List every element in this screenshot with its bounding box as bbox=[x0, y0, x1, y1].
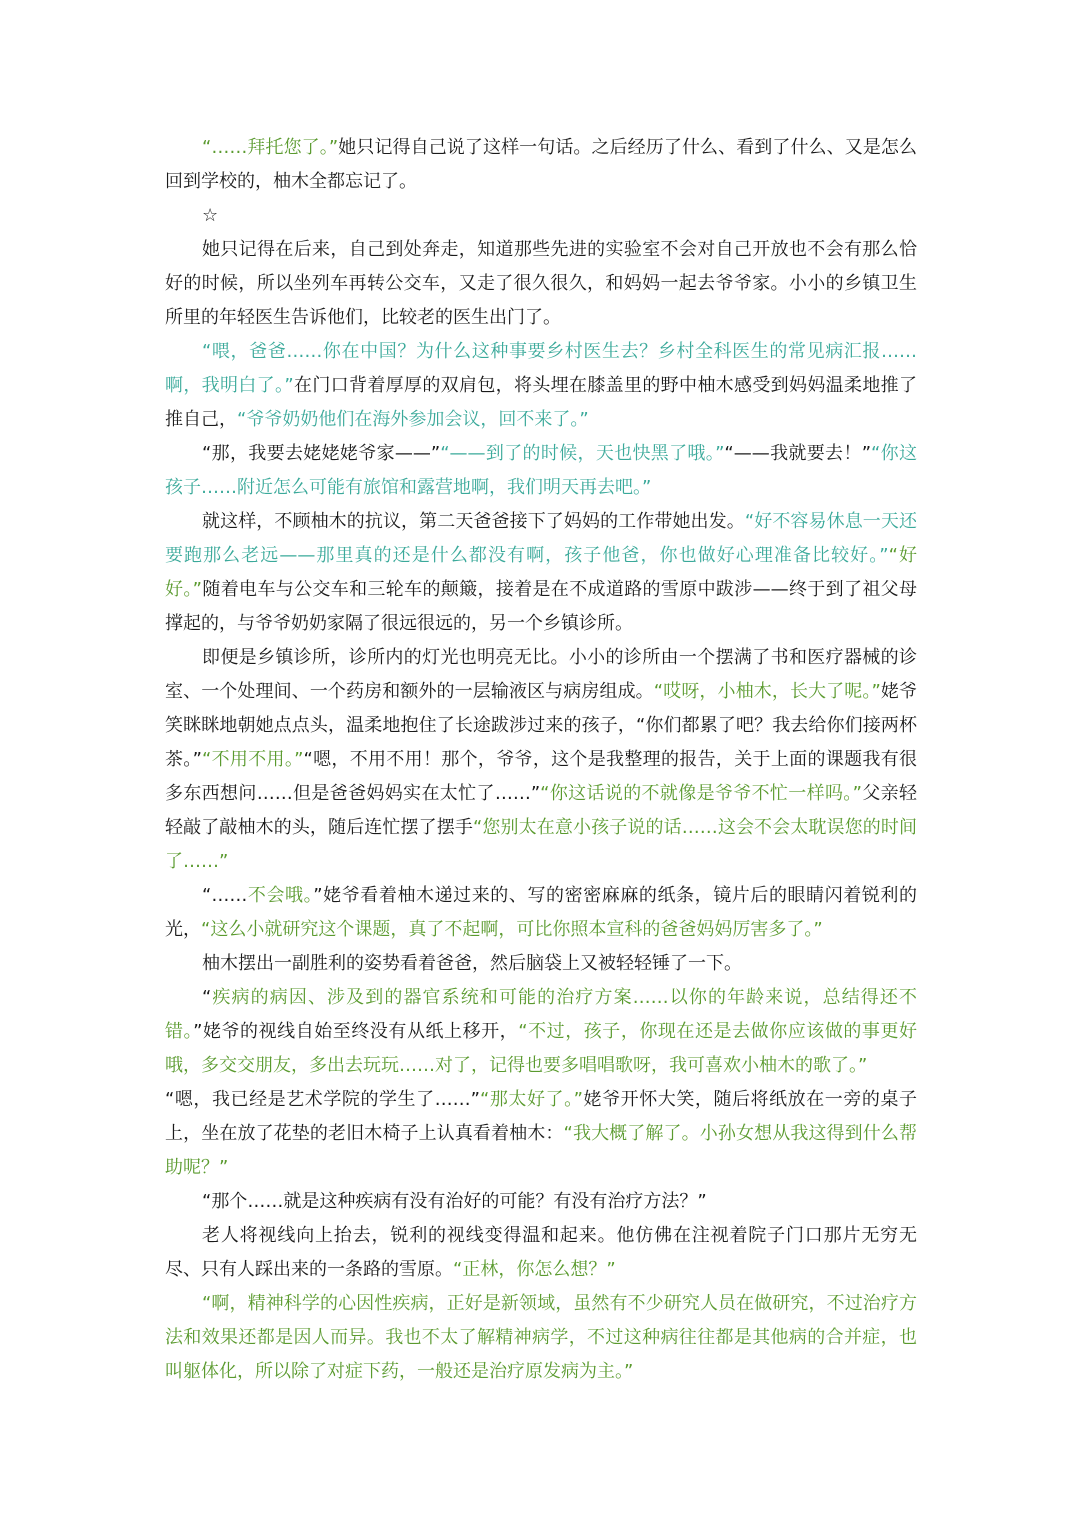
paragraph bbox=[165, 233, 917, 335]
narration-text: ”姥爷的视线自始至终没有从纸上移开， bbox=[193, 1021, 519, 1042]
paragraph bbox=[165, 1287, 917, 1389]
dialogue-text: “那太好了。” bbox=[480, 1089, 583, 1110]
dialogue-text: “哎呀，小柚木，长大了呢。” bbox=[653, 681, 881, 702]
dialogue-text: “这么小就研究这个课题，真了不起啊，可比你照本宣科的爸爸妈妈厉害多了。” bbox=[201, 919, 823, 940]
paragraph bbox=[165, 947, 917, 981]
paragraph bbox=[165, 981, 917, 1083]
dialogue-text: “正林，你怎么想？” bbox=[453, 1259, 616, 1280]
star-glyph: ☆ bbox=[202, 205, 219, 226]
narration-text: 在门口背着厚厚的双肩包，将头埋在膝盖里的野中柚木感受到妈妈温柔地推了推自己， bbox=[165, 375, 918, 430]
paragraph bbox=[165, 879, 917, 947]
dialogue-text: 疾病的病因、涉及到的器官系统和可能的治疗方案……以你的年龄来说，总结得还不错。 bbox=[165, 987, 917, 1042]
paragraph bbox=[165, 1219, 917, 1287]
narration-text: “…… bbox=[202, 885, 248, 906]
narration-text: ”姥爷看着柚木递过来的、写的密密麻麻的纸条，镜片后的眼睛闪着锐利的光， bbox=[165, 885, 918, 940]
paragraph bbox=[165, 437, 917, 505]
narration-text: 随着电车与公交车和三轮车的颠簸，接着是在不成道路的雪原中跋涉——终于到了祖父母撑起的，与爷爷奶奶家隔了很远很远的，另一个乡镇诊所。 bbox=[165, 579, 917, 634]
narration-text: 姥爷开怀大笑，随后将纸放在一旁的桌子上，坐在放了花垫的老旧木椅子上认真看着柚木： bbox=[165, 1089, 918, 1144]
dialogue-text: “那，我要去姥姥姥爷家——” bbox=[202, 443, 441, 464]
dialogue-text: “爷爷奶奶他们在海外参加会议，回不来了。” bbox=[237, 409, 589, 430]
dialogue-text: “嗯，不用不用！那个，爷爷，这个是我整理的报告，关于上面的课题我有很多东西想问……但是爸爸妈妈实在太忙了……” bbox=[165, 749, 918, 804]
dialogue-text: 不会哦。 bbox=[247, 885, 314, 906]
narration-text: 父亲轻轻敲了敲柚木的头，随后连忙摆了摆手 bbox=[165, 783, 918, 838]
dialogue-text: “……拜托您了。” bbox=[202, 137, 339, 158]
narration-text: 老人将视线向上抬去，锐利的视线变得温和起来。他仿佛在注视着院子门口那片无穷无尽、只有人踩出来的一条路的雪原。 bbox=[165, 1225, 917, 1280]
paragraph bbox=[165, 335, 917, 437]
document-page bbox=[165, 131, 917, 1389]
dialogue-text: “喂，爸爸……你在中国？为什么这种事要乡村医生去？乡村全科医生的常见病汇报……啊，我明白了。” bbox=[165, 341, 917, 396]
paragraph bbox=[165, 641, 917, 879]
paragraph bbox=[165, 505, 917, 641]
narration-text: 姥爷笑眯眯地朝她点点头，温柔地抱住了长途跋涉过来的孩子，“你们都累了吧？我去给你们接两杯茶。” bbox=[165, 681, 918, 770]
dialogue-text: “不用不用。” bbox=[201, 749, 304, 770]
dialogue-text: “不过，孩子，你现在还是去做你应该做的事更好哦，多交交朋友，多出去玩玩……对了，记得也要多唱唱歌呀，我可喜欢小柚木的歌了。” bbox=[165, 1021, 918, 1076]
narration-text: 柚木摆出一副胜利的姿势看着爸爸，然后脑袋上又被轻轻锤了一下。 bbox=[202, 953, 742, 974]
dialogue-text: “好好。” bbox=[165, 545, 917, 600]
dialogue-text: “嗯，我已经是艺术学院的学生了……” bbox=[165, 1089, 480, 1110]
dialogue-text: “我大概了解了。小孙女想从我这得到什么帮助呢？” bbox=[165, 1123, 918, 1178]
paragraph bbox=[165, 1083, 917, 1185]
section-break-star bbox=[202, 199, 917, 233]
dialogue-text: “——到了的时候，天也快黑了哦。” bbox=[440, 443, 725, 464]
dialogue-text: “——我就要去！” bbox=[724, 443, 872, 464]
dialogue-text: “你这话说的不就像是爷爷不忙一样吗。” bbox=[540, 783, 862, 804]
dialogue-text: “你这孩子……附近怎么可能有旅馆和露营地啊，我们明天再去吧。” bbox=[165, 443, 918, 498]
dialogue-text: “您别太在意小孩子说的话……这会不会太耽误您的时间了……” bbox=[165, 817, 917, 872]
narration-text: “ bbox=[202, 987, 212, 1008]
narration-text: 她只记得在后来，自己到处奔走，知道那些先进的实验室不会对自己开放也不会有那么恰好的时候，所以坐列车再转公交车，又走了很久很久，和妈妈一起去爷爷家。小小的乡镇卫生所里的年轻医生告诉他们，比较老的医生出门了。 bbox=[165, 239, 917, 328]
dialogue-text: “啊，精神科学的心因性疾病，正好是新领域，虽然有不少研究人员在做研究，不过治疗方法和效果还都是因人而异。我也不太了解精神病学，不过这种病往往都是其他病的合并症，也叫躯体化，所以除了对症下药，一般还是治疗原发病为主。” bbox=[165, 1293, 917, 1382]
narration-text: 即便是乡镇诊所，诊所内的灯光也明亮无比。小小的诊所由一个摆满了书和医疗器械的诊室、一个处理间、一个药房和额外的一层输液区与病房组成。 bbox=[165, 647, 917, 702]
narration-text: 她只记得自己说了这样一句话。之后经历了什么、看到了什么、又是怎么回到学校的，柚木全都忘记了。 bbox=[165, 137, 917, 192]
paragraph bbox=[165, 1185, 917, 1219]
dialogue-text: “好不容易休息一天还要跑那么老远——那里真的还是什么都没有啊，孩子他爸，你也做好心理准备比较好。” bbox=[165, 511, 917, 566]
dialogue-text: “那个……就是这种疾病有没有治好的可能？有没有治疗方法？” bbox=[202, 1191, 707, 1212]
narration-text: 就这样，不顾柚木的抗议，第二天爸爸接下了妈妈的工作带她出发。 bbox=[202, 511, 745, 532]
paragraph bbox=[165, 131, 917, 199]
